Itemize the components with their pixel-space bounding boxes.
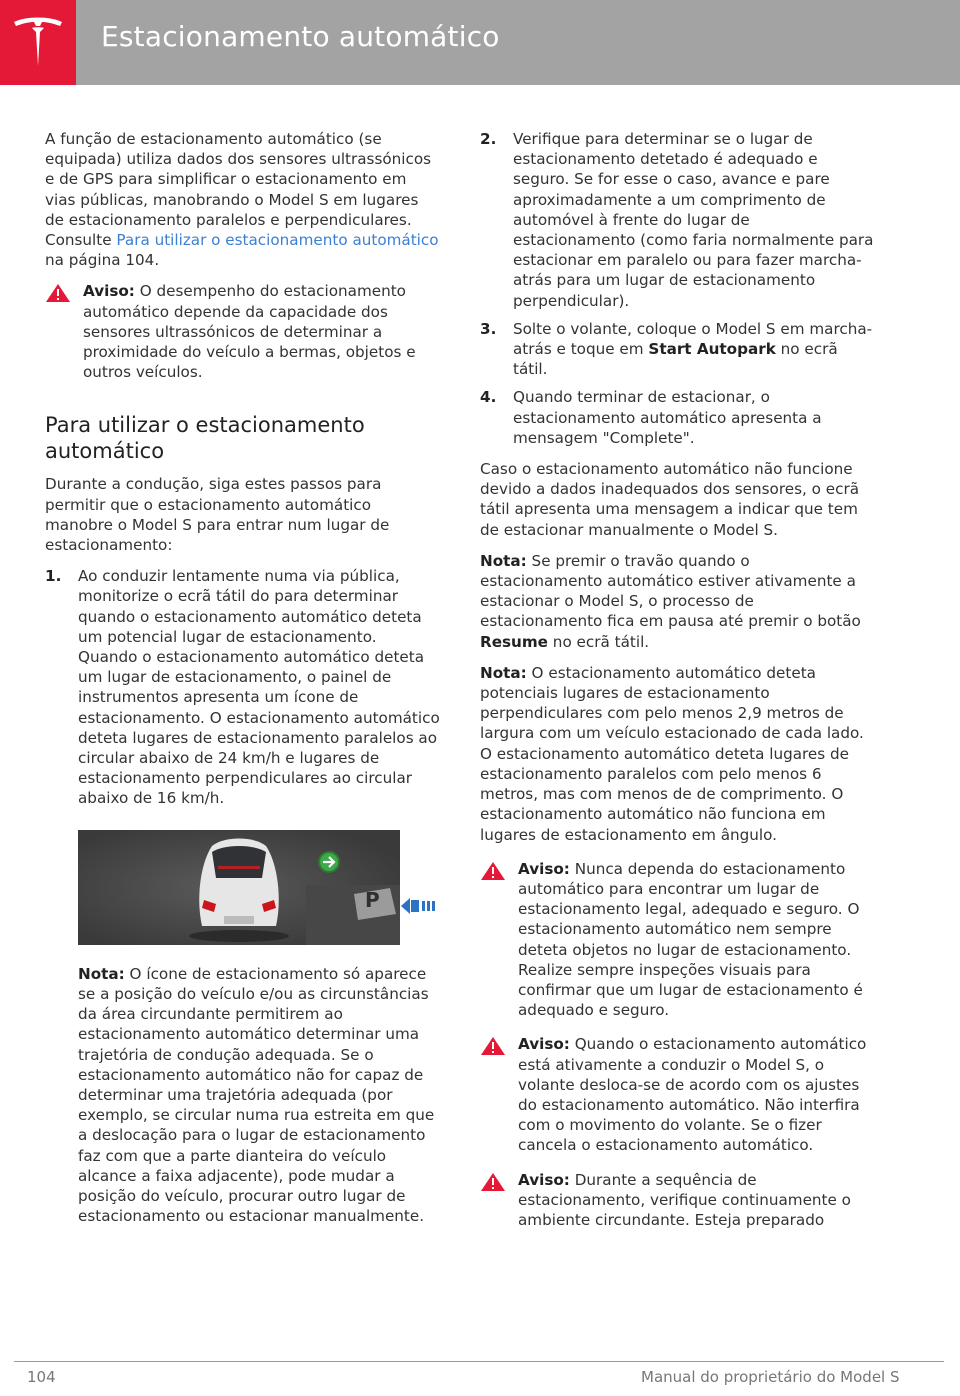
note-text: O ícone de estacionamento só aparece se a posição do veículo e/ou as circunstâncias da área circundante permitirem ao estacionamento automático determinar uma trajetória de condução adequada. Se o estacionamento automático não for capaz de determinar uma trajetória adequada (por exemplo, se circular numa rua estreita em que a deslocação para o lugar de estacionamento faz com que a parte dianteira do veículo alcance a faixa adjacente), pode mudar a posição do veículo, procurar outro lugar de estacionamento ou estacionar manualmente. [78,964,435,1226]
intro-link[interactable]: Para utilizar o estacionamento automático [116,231,439,250]
note-label: Nota: [480,663,527,682]
warning-block [480,859,875,1021]
sensor-paragraph: Caso o estacionamento automático não funcione devido a dados inadequados dos sensores, o ecrã tátil apresenta uma mensagem a indicar que tem de estacionar manualmente o Model S. [480,460,860,539]
list-item-step-1 [45,566,440,1226]
footer-divider [14,1361,944,1362]
warning-block [480,1170,875,1231]
list-item-step-2 [480,129,875,311]
page-header [0,0,960,85]
step-text-end: no ecrã tátil. [513,340,838,379]
warning-text: Quando o estacionamento automático está ativamente a conduzir o Model S, o volante desloca-se de acordo com os ajustes do estacionamento automático. Não interfira com o movimento do volante. Se o fizer cancela o estacionamento automático. [518,1035,867,1155]
list-item-step-4 [480,387,875,448]
note-label: Nota: [78,964,125,983]
parking-p-label: P [365,887,380,912]
manual-title: Manual do proprietário do Model S [641,1368,900,1386]
step-text: Verifique para determinar se o lugar de estacionamento detetado é adequado e seguro. Se for esse o caso, avance e pare aproximadamente a um comprimento de automóvel à frente do lugar de estacionamento (como faria normalmente para estacionar em paralelo ou para fazer marcha-atrás para um lugar de estacionamento perpendicular). [513,130,874,310]
intro-paragraph [45,129,440,270]
note-text-end: no ecrã tátil. [547,632,650,651]
step-number: 1. [45,567,62,586]
tesla-logo-icon [12,14,64,70]
list-item-step-3 [480,319,875,380]
intro-text: A função de estacionamento automático (se equipada) utiliza dados dos sensores ultrassónicos e de GPS para simplificar o estacionamento em vias públicas, manobrando o Model S em lugares de estacionamento paralelos e perpendiculares. Consulte [45,130,432,250]
start-autopark-label: Start Autopark [648,340,776,359]
warning-label: Aviso: [83,282,135,301]
step-number: 4. [480,388,497,407]
page-number: 104 [27,1368,56,1386]
note-text: Se premir o travão quando o estacionamento automático estiver ativamente a estacionar o Model S, o processo de estacionamento fica em pausa até premir o botão [480,551,861,631]
warning-text: Durante a sequência de estacionamento, verifique continuamente o ambiente circundante. Esteja preparado [518,1170,851,1229]
step-number: 3. [480,319,497,338]
section-heading: Para utilizar o estacionamento automático [45,413,365,464]
warning-label: Aviso: [518,1035,570,1054]
note-text: O estacionamento automático deteta potenciais lugares de estacionamento perpendiculares com pelo menos 2,9 metros de largura com um veículo estacionado de cada lado. O estacionamento automático deteta lugares de estacionamento paralelos com pelo menos 6 metros, mas com menos de de comprimento. O estacionamento automático não funciona em lugares de estacionamento em ângulo. [480,663,864,844]
logo-box [0,0,76,85]
step-number: 2. [480,130,497,148]
instrument-panel-image [78,830,400,945]
intro-text-end: na página 104. [45,251,160,270]
left-column [45,129,440,1237]
warning-block [45,281,440,382]
note-label: Nota: [480,551,527,570]
step-text: Solte o volante, coloque o Model S em marcha-atrás e toque em [513,319,873,359]
warning-icon [45,283,71,303]
note-paragraph [480,551,875,652]
warning-text: O desempenho do estacionamento automático depende da capacidade dos sensores ultrassónicos de determinar a proximidade do veículo a bermas, objetos e outros veículos. [83,282,416,382]
warning-block [480,1034,875,1155]
step-text: Quando terminar de estacionar, o estacionamento automático apresenta a mensagem "Complete". [513,388,822,447]
resume-label: Resume [480,632,548,651]
note-paragraph [78,964,440,1227]
autopark-car-illustration [78,830,440,945]
note-paragraph [480,663,875,845]
right-column [480,129,875,1241]
warning-label: Aviso: [518,859,570,878]
step-text: Ao conduzir lentamente numa via pública, monitorize o ecrã tátil do para determinar quando o estacionamento automático deteta um potencial lugar de estacionamento. Quando o estacionamento automático deteta um lugar de estacionamento, o painel de instrumentos apresenta um ícone de estacionamento. O estacionamento automático deteta lugares de estacionamento paralelos ao circular abaixo de 24 km/h e lugares de estacionamento perpendiculares ao circular abaixo de 16 km/h. [78,567,440,808]
warning-icon [480,861,506,881]
warning-text: Nunca dependa do estacionamento automático para encontrar um lugar de estacionamento legal, adequado e seguro. O estacionamento automático nem sempre deteta objetos no lugar de estacionamento. Realize sempre inspeções visuais para confirmar que um lugar de estacionamento é adequado e seguro. [518,859,863,1020]
warning-label: Aviso: [518,1170,570,1189]
steps-intro: Durante a condução, siga estes passos para permitir que o estacionamento automático manobre o Model S para entrar num lugar de estacionamento: [45,475,390,555]
warning-icon [480,1036,506,1056]
warning-icon [480,1172,506,1192]
page-title: Estacionamento automático [101,20,500,53]
